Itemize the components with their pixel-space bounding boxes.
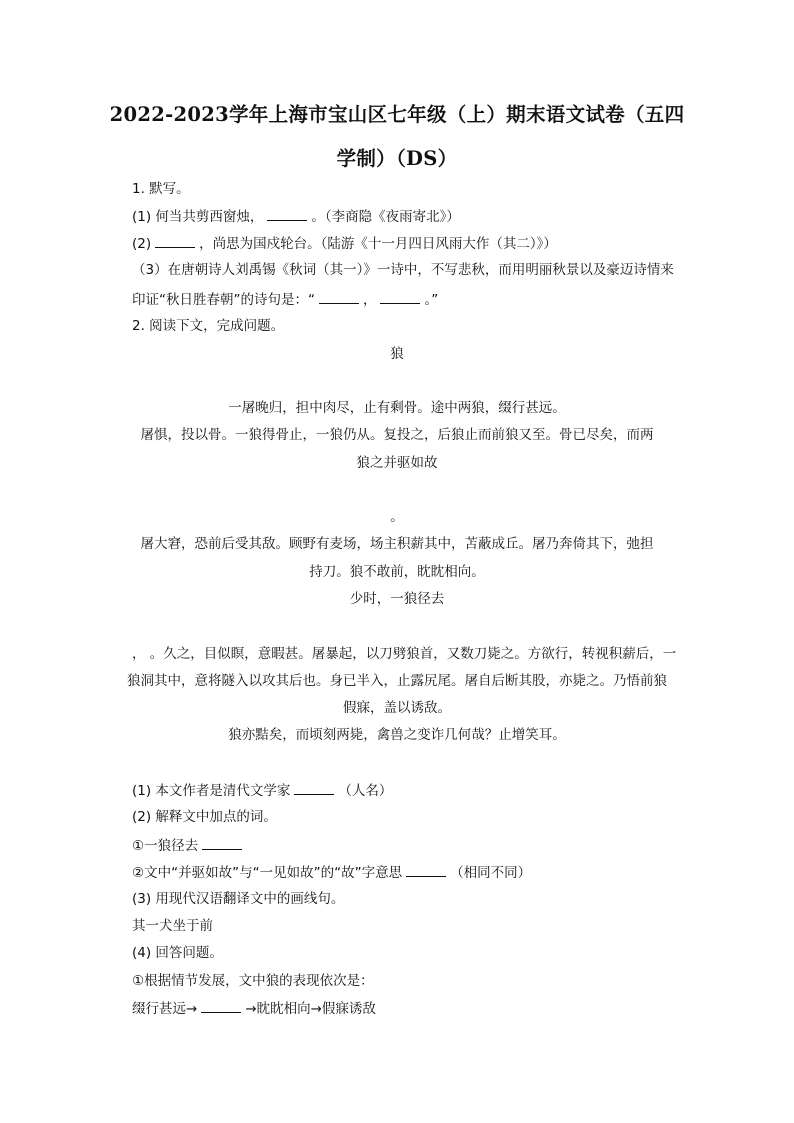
q2-sub-1-blank[interactable]	[294, 781, 334, 795]
passage-line-6: 持刀。狼不敢前，眈眈相向。	[309, 564, 485, 580]
q2-sub-2-item-1-blank[interactable]	[202, 836, 242, 850]
q1-item-3-text-b: ，	[362, 292, 377, 308]
exam-title-line-2: 学制）（DS）	[336, 147, 458, 170]
passage-line-8: ， 。久之，目似瞑，意暇甚。屠暴起，以刀劈狼首，又数刀毙之。方欲行，转视积薪后，一	[132, 646, 677, 662]
q2-sub-4-item-1: ①根据情节发展，文中狼的表现依次是：	[132, 973, 374, 989]
q2-heading: 2. 阅读下文，完成问题。	[132, 318, 285, 334]
q2-sub-4-item-2-blank[interactable]	[201, 999, 241, 1013]
q1-item-2-text-b: ，尚思为国戍轮台。（陆游《十一月四日风雨大作（其二）》）	[199, 236, 557, 252]
passage-line-7: 少时，一狼径去	[349, 591, 445, 607]
q2-sub-3-item-1: 其一犬坐于前	[132, 918, 213, 934]
q2-sub-4-item-2-text-b: →眈眈相向→假寐诱敌	[245, 1001, 376, 1017]
q1-item-1-text-b: 。（李商隐《夜雨寄北》）	[311, 209, 460, 225]
q2-sub-4-item-2-text-a: 缀行甚远→	[132, 1001, 198, 1017]
q2-sub-2-item-1-text: ①一狼径去	[132, 838, 199, 854]
passage-line-4: 。	[390, 509, 404, 525]
q1-heading: 1. 默写。	[132, 181, 190, 197]
q2-sub-1	[132, 781, 392, 800]
q2-sub-2-item-2	[132, 863, 531, 882]
q1-item-3-line-2	[132, 290, 438, 309]
q2-sub-2-item-2-text-b: （相同不同）	[450, 865, 532, 881]
exam-title-line-1: 2022-2023学年上海市宝山区七年级（上）期末语文试卷（五四	[109, 103, 685, 126]
q2-sub-2-item-2-text-a: ②文中“并驱如故”与“一见如故”的“故”字意思	[132, 865, 403, 881]
q1-item-3-text-c: 。”	[424, 292, 439, 308]
q2-sub-3: (3) 用现代汉语翻译文中的画线句。	[132, 891, 345, 907]
q2-sub-2-item-2-blank[interactable]	[406, 863, 446, 877]
q1-item-1-blank[interactable]	[267, 207, 307, 221]
passage-line-2: 屠惧，投以骨。一狼得骨止，一狼仍从。复投之，后狼止而前狼又至。骨已尽矣，而两	[140, 427, 654, 443]
q1-item-2-blank[interactable]	[155, 234, 195, 248]
q1-item-2	[132, 234, 557, 253]
passage-line-1: 一屠晚归，担中肉尽，止有剩骨。途中两狼，缀行甚远。	[228, 400, 566, 416]
q1-item-3-blank-2[interactable]	[380, 290, 420, 304]
passage-line-10: 假寐，盖以诱敌。	[343, 700, 451, 716]
passage-line-3: 狼之并驱如故	[356, 455, 438, 471]
q2-sub-4: (4) 回答问题。	[132, 945, 223, 961]
q1-item-2-text-a: (2)	[132, 236, 152, 252]
q2-sub-1-text-a: (1) 本文作者是清代文学家	[132, 783, 291, 799]
q1-item-3-text-a: 印证“秋日胜春朝”的诗句是：“	[132, 292, 315, 308]
q2-sub-2-item-1	[132, 836, 246, 855]
q1-item-1	[132, 207, 460, 226]
q1-item-3-blank-1[interactable]	[319, 290, 359, 304]
q2-sub-4-item-2	[132, 999, 376, 1018]
q2-sub-1-text-b: （人名）	[338, 783, 393, 799]
q2-sub-2: (2) 解释文中加点的词。	[132, 809, 277, 825]
q1-item-3-line-1: （3）在唐朝诗人刘禹锡《秋词（其一）》一诗中，不写悲秋，而用明丽秋景以及豪迈诗情来	[132, 262, 674, 278]
passage-title: 狼	[390, 346, 404, 362]
passage-line-5: 屠大窘，恐前后受其敌。顾野有麦场，场主积薪其中，苫蔽成丘。屠乃奔倚其下，弛担	[140, 536, 654, 552]
q1-item-1-text-a: (1) 何当共剪西窗烛，	[132, 209, 264, 225]
passage-line-9: 狼洞其中，意将隧入以攻其后也。身已半入，止露尻尾。屠自后断其股，亦毙之。乃悟前狼	[127, 673, 667, 689]
passage-line-11: 狼亦黠矣，而顷刻两毙，禽兽之变诈几何哉？止增笑耳。	[228, 727, 566, 743]
